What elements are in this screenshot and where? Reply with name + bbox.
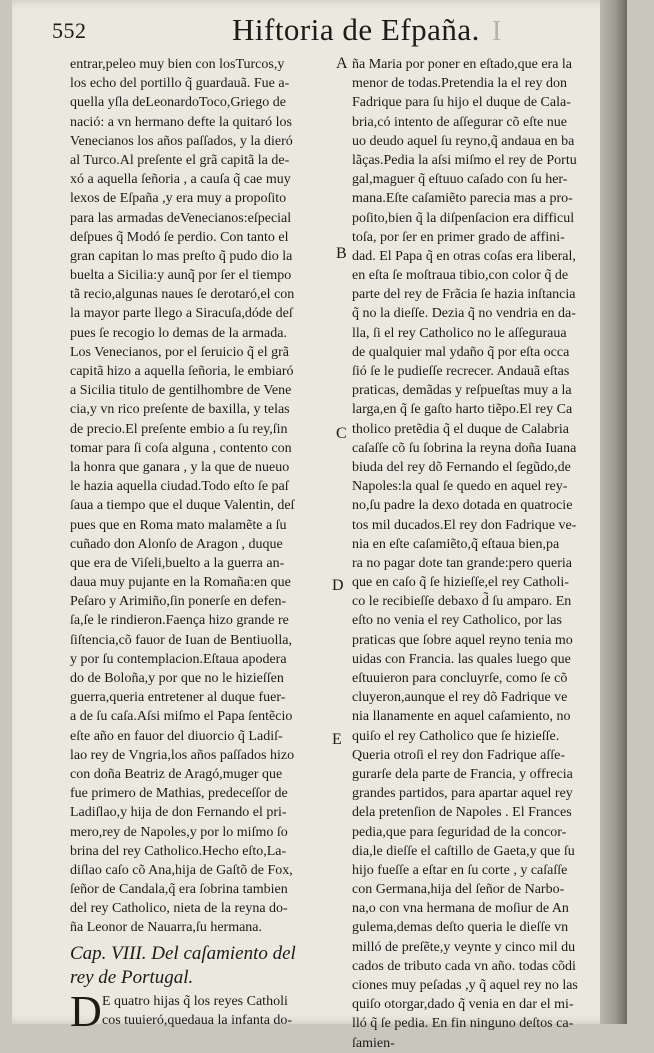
text-line: eſte año en fauor del diuorcio q̃ Ladiſ-: [70, 728, 283, 744]
text-line: poſito,bien q̃ la diſpenſacion era difficul: [352, 210, 575, 226]
drop-cap: D: [70, 986, 102, 1036]
text-line: pues ſe recogio lo demas de la armada.: [70, 325, 287, 341]
text-line: cados de tributo cada vn año. todas cõdi: [352, 958, 576, 974]
text-line: tomar para ſi coſa alguna , contento con: [70, 440, 292, 456]
text-line: Los Venecianos, por el ſeruicio q̃ el grã: [70, 344, 290, 360]
text-line: capitã hizo a aquella ſeñoria, le embiaró: [70, 364, 294, 379]
text-line: mana.Eſte caſamiẽto parecia mas a pro-: [352, 191, 573, 207]
text-line: ſiſtencia,cõ fauor de Iuan de Bentiuolla,: [70, 632, 292, 648]
text-line: diſlao caſo cõ Ana,hija de Gaſtõ de Fox,: [70, 862, 293, 878]
text-line: con doña Beatriz de Aragó,muger que: [70, 766, 283, 782]
margin-letter-c: C: [336, 425, 347, 442]
text-line: parte del rey de Frãcia ſe hazia inſtancia: [352, 287, 576, 303]
text-line: co le recibieſſe debaxo d̃ ſu amparo. En: [352, 594, 572, 610]
text-line: ſaua a tiempo que el duque Valentin, deſ: [70, 498, 295, 514]
text-line: lló q̃ ſe pedia. En fin ninguno deſtos ca-: [352, 1016, 574, 1032]
text-line: gurarſe dela parte de Francia, y offrecia: [352, 766, 573, 782]
chapter-heading: Cap. VIII. Del caſamiento del: [70, 942, 296, 964]
text-line: hijo fueſſe a eſtar en ſu corte , y caſaſſe: [352, 862, 568, 878]
text-line: biuda del rey dõ Fernando el ſegũdo,de: [352, 459, 571, 475]
text-line: del rey Catholico, nieta de la reyna do-: [70, 901, 288, 917]
chapter-opening: [70, 986, 332, 1036]
text-line: Queria otroſi el rey don Fadrique aſſe-: [352, 747, 566, 763]
text-line: nia llanamente en aquel caſamiento, no: [352, 709, 571, 725]
text-line: cia,y vn rico preſente de baxilla, y telas: [70, 402, 290, 418]
show-through-text: I: [492, 16, 502, 47]
page-edge-shadow: [600, 0, 627, 1024]
text-line: cuñado don Alonſo de Aragon , duque: [70, 536, 283, 552]
text-line: deſpues q̃ Modó ſe perdio. Con tanto el: [70, 229, 289, 245]
text-line: ſamien-: [352, 1035, 395, 1051]
text-line: cos tuuieró,quedaua la infanta do-: [102, 1012, 293, 1028]
page-number: 552: [52, 18, 87, 43]
text-line: quiſo otorgar,dado q̃ venia en dar el mi-: [352, 997, 574, 1013]
text-line: ra no pagar dote tan grande:pero queria: [352, 555, 573, 571]
text-line: praticas que ſobre aquel reyno tenia mo: [352, 632, 573, 648]
text-line: que era de Viſeli,buelto a la guerra an-: [70, 555, 285, 571]
text-line: E quatro hijas q̃ los reyes Catholi: [102, 993, 288, 1009]
text-line: praticas, demãdas y reſpueſtas muy a la: [352, 383, 572, 399]
text-line: la mayor parte llego a Siracuſa,dóde deſ: [70, 306, 293, 322]
text-line: a de ſu caſa.Aſsi miſmo el Papa ſentẽcio: [70, 709, 293, 725]
text-line: ſa,ſe le rindieron.Faença hizo grande re: [70, 613, 289, 629]
text-line: larga,en q̃ ſe gaſto harto tiẽpo.El rey Ca: [352, 402, 573, 418]
text-line: en eſta ſe moſtraua tibio,con color q̃ de: [352, 268, 569, 284]
text-line: nació: a vn hermano defte la quitaró los: [70, 114, 292, 130]
text-line: milló de preſẽte,y veynte y cinco mil du: [352, 939, 576, 955]
text-line: la honra que ganara , y la que de nueuo: [70, 459, 290, 475]
text-line: al Turco.Al preſente el grã capitã la de-: [70, 152, 290, 168]
text-line: gal,maguer q̃ eſtuuo caſado con ſu her-: [352, 172, 568, 188]
text-line: para las armadas deVenecianos:eſpecial: [70, 210, 292, 226]
text-line: grandes partidos, para apartar aquel rey: [352, 786, 573, 802]
text-line: Fadrique para ſu hijo el duque de Cala-: [352, 95, 571, 111]
text-line: fue primero de Mathias, predeceſſor de: [70, 786, 288, 802]
text-line: Napoles:la qual ſe quedo en aquel rey-: [352, 479, 568, 495]
text-line: ciones muy peſadas ,y q̃ aquel rey no las: [352, 978, 578, 993]
text-line: y por ſu contemplacion.Eſtaua apodera: [70, 651, 287, 667]
text-line: ña Maria por poner en eſtado,que era la: [352, 57, 573, 72]
text-line: dela pretenſion de Napoles . El Frances: [352, 805, 572, 821]
margin-letter-b: B: [336, 245, 347, 262]
right-text-column: [352, 55, 614, 1053]
running-title: Hiftoria de Efpaña.: [232, 12, 480, 47]
text-line: na,o con vna hermana de moſiur de An: [352, 901, 569, 917]
text-line: le hazia aquella ciudad.Todo eſto ſe paſ: [70, 479, 289, 495]
text-line: tã recio,algunas naues ſe derotaró,el con: [70, 287, 295, 303]
text-line: menor de todas.Pretendia la el rey don: [352, 76, 567, 92]
text-line: no,ſu padre la dexo dotada en quatrocie: [352, 498, 573, 514]
text-line: toſa, por ſer en primer grado de affini-: [352, 229, 565, 245]
text-line: mero,rey de Napoles,y por lo miſmo ſo: [70, 824, 288, 840]
text-line: lla, ſi el rey Catholico no le aſſeguraua: [352, 325, 567, 341]
text-line: Peſaro y Arimiño,ſin ponerſe en defen-: [70, 594, 287, 610]
margin-letter-e: E: [332, 731, 342, 748]
text-line: guerra,queria entretener al duque fuer-: [70, 690, 286, 706]
text-line: a Sicilia titulo de gentilhombre de Vene: [70, 383, 292, 399]
text-line: eſto no venia el rey Catholico, por las: [352, 613, 562, 629]
text-line: lao rey de Vngria,los años paſſados hizo: [70, 747, 295, 763]
margin-letter-a: A: [336, 55, 348, 72]
text-line: gulema,demas deſto queria le dieſſe vn: [352, 920, 569, 936]
text-line: brina del rey Catholico.Hecho eſto,La-: [70, 843, 287, 859]
chapter-heading-continued: rey de Portugal.: [70, 966, 194, 988]
text-line: tos mil ducados.El rey don Fadrique ve-: [352, 517, 577, 533]
text-line: buelta a Sicilia:y aunq̃ por ſer el tiempo: [70, 268, 292, 284]
text-line: do de Boloña,y por que no le hizieſſen: [70, 671, 284, 686]
text-line: uo deudo aquel ſu reyno,q̃ andaua en ba: [352, 133, 575, 149]
text-line: xó a aquella ſeñoria , a cauſa q̃ cae muy: [70, 172, 291, 188]
left-text-column: [70, 55, 332, 1036]
text-line: entrar,peleo muy bien con losTurcos,y: [70, 57, 285, 72]
text-line: Ladiſlao,y hija de don Fernando el pri-: [70, 805, 287, 821]
text-line: daua muy pujante en la Romaña:en que: [70, 575, 291, 591]
text-line: tholico pretẽdia q̃ el duque de Calabria: [352, 421, 569, 437]
text-line: q̃ no la dieſſe. Dezia q̃ no vendria en da-: [352, 306, 576, 322]
text-line: lexos de Eſpaña ,y era muy a propoſito: [70, 191, 287, 207]
text-line: quella yſla deLeonardoToco,Griego de: [70, 95, 286, 111]
text-line: cluyeron,aunque el rey dõ Fadrique ve: [352, 690, 568, 706]
text-line: con Germana,hija del ſeñor de Narbo-: [352, 882, 565, 898]
text-line: dia,le dieſſe el caſtillo de Gaeta,y que ſu: [352, 843, 575, 859]
text-line: que en caſo q̃ ſe hizieſſe,el rey Catholi-: [352, 575, 569, 591]
book-page: [12, 0, 627, 1051]
text-line: pedia,que para ſeguridad de la concor-: [352, 824, 567, 840]
text-line: de qualquier mal ydaño q̃ por eſta occa: [352, 344, 570, 360]
text-line: pues que en Roma mato malamẽte a ſu: [70, 517, 287, 533]
text-line: lãças.Pedia la aſsi miſmo el rey de Portu: [352, 152, 577, 168]
text-line: nia en eſte caſamiẽto,q̃ eſtaua bien,pa: [352, 536, 560, 552]
text-line: bria,có intento de aſſegurar cõ eſte nue: [352, 114, 567, 130]
page-header: [52, 12, 612, 52]
text-line: de precio.El preſente embio a ſu rey,ſin: [70, 421, 288, 437]
text-line: eſtuuieron para concluyrſe, como ſe cõ: [352, 671, 568, 686]
text-line: ſeñor de Candala,q̃ era ſobrina tambien: [70, 882, 288, 898]
text-line: uidas con Francia. las quales luego que: [352, 651, 571, 667]
text-line: quiſo el rey Catholico que ſe hizieſſe.: [352, 728, 560, 744]
text-line: dad. El Papa q̃ en otras coſas era liberal,: [352, 248, 576, 264]
text-line: ſió ſe le pudieſſe recrecer. Andauã eſtas: [352, 364, 570, 379]
text-line: los echo del portillo q̃ guardauã. Fue a-: [70, 76, 290, 92]
margin-letter-d: D: [332, 577, 344, 594]
text-line: gran capitan lo mas preſto q̃ pudo dio la: [70, 248, 293, 264]
text-line: Venecianos los años paſſados, y la dieró: [70, 133, 293, 149]
text-line: caſaſſe cõ ſu ſobrina la reyna doña Iuana: [352, 440, 577, 456]
text-line: ña Leonor de Nauarra,ſu hermana.: [70, 920, 263, 936]
